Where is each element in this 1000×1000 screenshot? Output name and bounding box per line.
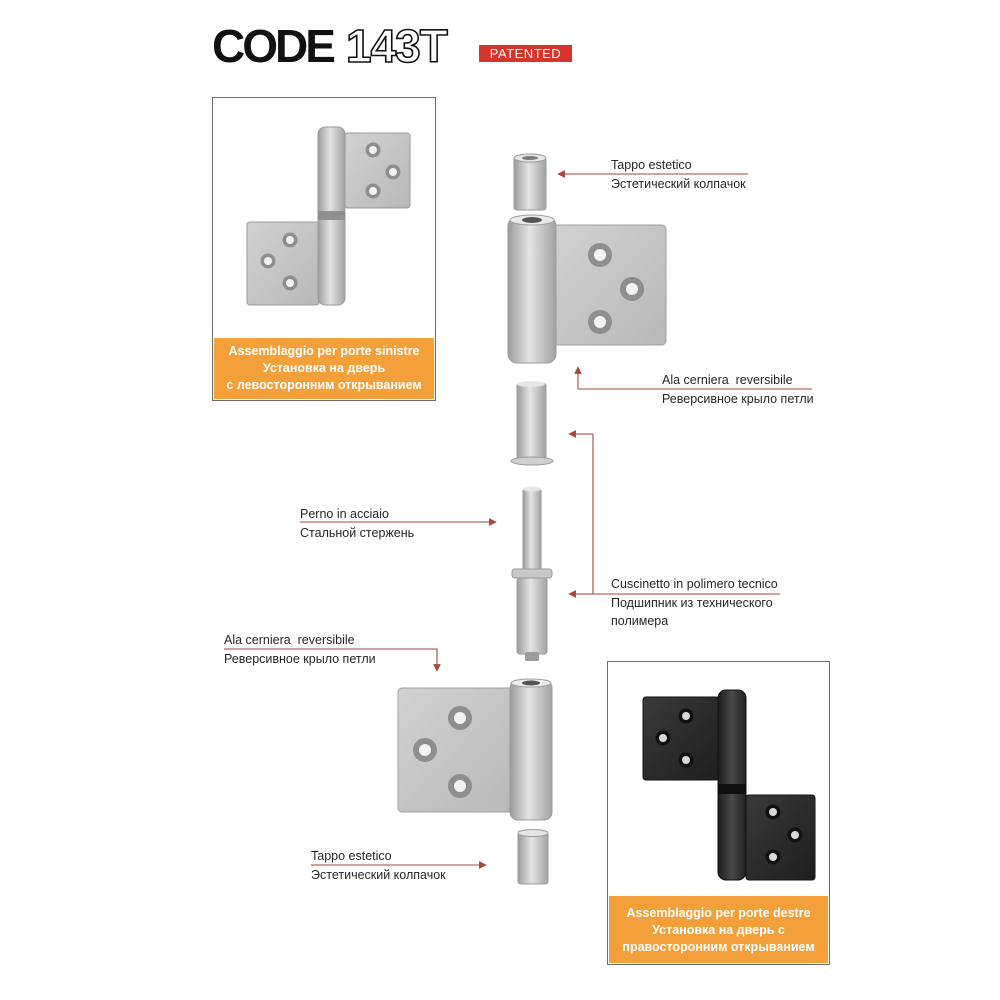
brand-title — [212, 20, 448, 72]
right-caption-3: правосторонним открыванием — [622, 940, 815, 954]
brand-code: CODE — [212, 20, 333, 72]
callout-top-leaf-ru: Реверсивное крыло петли — [662, 392, 814, 406]
callout-top-cap-it: Tappo estetico — [611, 158, 692, 172]
callout-bushing-it: Cuscinetto in polimero tecnico — [611, 577, 778, 591]
callout-bushing-ru-2: полимера — [611, 614, 669, 628]
callout-top-cap-ru: Эстетический колпачок — [611, 177, 746, 191]
callout-bottom-leaf-it: Ala cerniera reversibile — [224, 633, 355, 647]
callout-pin-it: Perno in acciaio — [300, 507, 389, 521]
callout-pin-ru: Стальной стержень — [300, 526, 415, 540]
upper-hinge-leaf — [508, 215, 666, 363]
callout-bushing-ru-1: Подшипник из технического — [611, 596, 773, 610]
callout-bottom-cap-ru: Эстетический колпачок — [311, 868, 446, 882]
callout-top-leaf-it: Ala cerniera reversibile — [662, 373, 793, 387]
cap-icon — [514, 154, 546, 210]
pin-icon — [512, 487, 552, 662]
bushing-icon — [511, 381, 553, 465]
left-caption-1: Assemblaggio per porte sinistre — [228, 344, 420, 358]
right-caption-2: Установка на дверь с — [652, 923, 785, 937]
left-caption-3: с левосторонним открыванием — [226, 378, 422, 392]
hinge-silver-icon — [247, 127, 410, 305]
exploded-view — [398, 154, 669, 884]
left-caption-2: Установка на дверь — [262, 361, 386, 375]
bottom-cap-icon — [518, 830, 548, 885]
patented-badge: PATENTED — [479, 45, 572, 62]
callout-bottom-leaf-ru: Реверсивное крыло петли — [224, 652, 376, 666]
right-caption-1: Assemblaggio per porte destre — [626, 906, 811, 920]
hinge-black-icon — [643, 690, 815, 880]
callout-bottom-cap-it: Tappo estetico — [311, 849, 392, 863]
lower-hinge-leaf — [398, 679, 552, 820]
brand-model: 143T — [346, 20, 447, 72]
